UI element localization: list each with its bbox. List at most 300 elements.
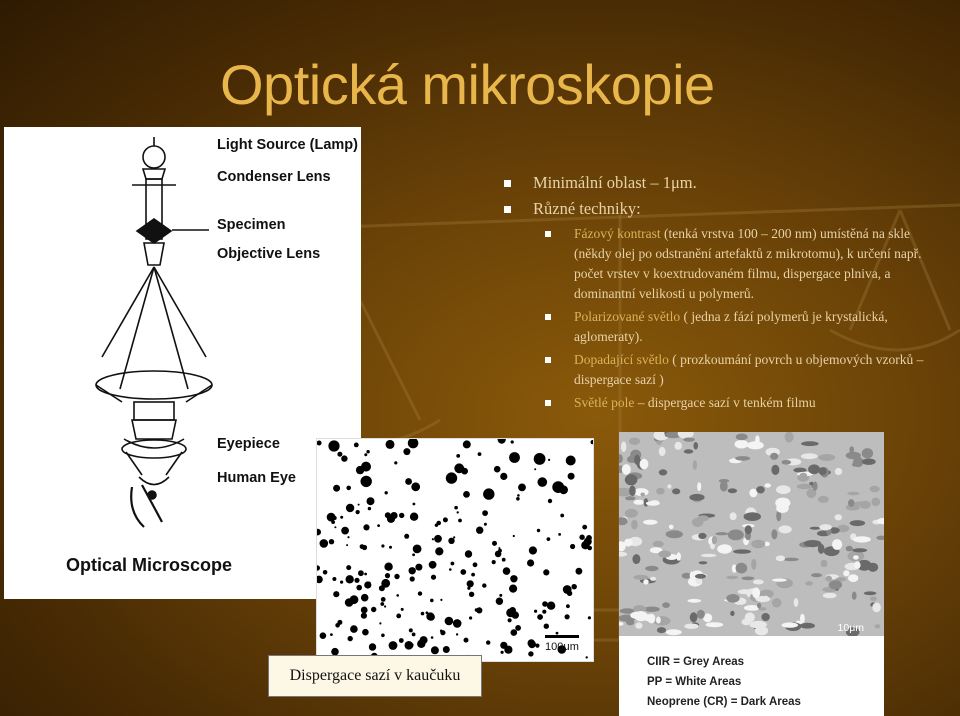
phase-domain-mark [697, 482, 701, 491]
phase-domain-mark [808, 464, 820, 474]
phase-domain-mark [847, 492, 859, 496]
phase-domain-mark [752, 587, 760, 598]
technique-name: Světlé pole [574, 395, 635, 410]
particle-mark [548, 499, 552, 503]
particle-mark [381, 634, 385, 638]
particle-mark [348, 636, 353, 641]
particle-mark [431, 646, 439, 654]
particle-mark [510, 575, 517, 582]
phase-domain-mark [650, 577, 656, 581]
microscope-drawing [4, 127, 361, 599]
phase-domain-mark [870, 596, 877, 601]
phase-domain-mark [643, 579, 648, 584]
phase-domain-mark [782, 460, 792, 465]
phase-domain-mark [653, 616, 670, 625]
phase-domain-mark [629, 438, 640, 445]
phase-domain-mark [843, 570, 849, 576]
phase-domain-mark [747, 441, 764, 449]
particle-mark [516, 497, 520, 501]
particle-mark [410, 513, 418, 521]
phase-domain-mark [621, 442, 626, 453]
phase-domain-mark [782, 622, 799, 627]
phase-domain-mark [735, 440, 749, 449]
phase-domain-mark [635, 622, 642, 628]
particle-mark [411, 644, 413, 646]
particle-mark [317, 576, 323, 584]
particle-mark [494, 466, 501, 473]
phase-domain-mark [632, 554, 640, 564]
phase-domain-mark [785, 432, 794, 443]
phase-domain-mark [666, 629, 682, 635]
phase-domain-mark [697, 515, 709, 521]
phase-domain-mark [630, 612, 645, 620]
particle-mark [409, 567, 416, 574]
phase-domain-mark [634, 575, 649, 580]
phase-domain-mark [771, 465, 779, 475]
particle-mark [358, 570, 364, 576]
particle-mark [330, 633, 333, 636]
particle-mark [445, 617, 454, 626]
particle-mark [543, 569, 549, 575]
particle-mark [361, 462, 371, 472]
particle-mark [377, 524, 380, 527]
phase-domain-mark [761, 613, 769, 621]
phase-domain-mark [684, 624, 698, 629]
phase-domain-mark [864, 591, 877, 595]
phase-domain-mark [717, 544, 732, 553]
technique-description: ( jedna z fází polymerů je krystalická, aglomeraty). [574, 309, 888, 344]
phase-domain-mark [689, 494, 704, 501]
phase-domain-mark [684, 449, 694, 453]
phase-domain-mark [645, 566, 658, 571]
particle-mark [498, 439, 506, 444]
phase-domain-mark [625, 496, 636, 500]
particle-mark [440, 630, 443, 633]
phase-domain-mark [804, 540, 822, 547]
phase-domain-mark [755, 626, 768, 635]
phase-domain-mark [697, 610, 705, 619]
particle-mark [456, 454, 460, 458]
particle-mark [346, 544, 348, 546]
particle-mark [396, 614, 401, 619]
phase-domain-mark [659, 469, 667, 475]
particle-mark [517, 494, 520, 497]
particle-mark [463, 491, 470, 498]
particle-mark [341, 527, 349, 535]
phase-domain-mark [690, 572, 694, 580]
particle-mark [381, 597, 386, 602]
particle-mark [538, 477, 548, 487]
bullet-item [500, 172, 950, 194]
particle-mark [440, 599, 442, 601]
scale-bar-label: 100μm [545, 641, 579, 653]
bullet-text: Různé techniky: [533, 199, 641, 218]
particle-mark [529, 546, 537, 554]
particle-mark [432, 538, 434, 540]
phase-domain-mark [832, 539, 842, 550]
particle-mark [389, 546, 392, 549]
particle-mark [362, 629, 369, 636]
phase-domain-mark [801, 453, 818, 459]
phase-domain-mark [736, 563, 748, 574]
particle-mark [482, 510, 488, 516]
particle-mark [399, 638, 404, 643]
particle-mark [411, 482, 420, 491]
particle-mark [340, 516, 343, 519]
particle-mark [363, 524, 369, 530]
particle-mark [381, 579, 390, 588]
phase-domain-mark [659, 447, 666, 456]
particle-mark [394, 574, 399, 579]
particle-mark [354, 443, 359, 448]
particle-mark [371, 607, 376, 612]
particle-mark [453, 619, 462, 628]
phase-domain-mark [634, 500, 645, 505]
phase-domain-mark [872, 603, 881, 613]
scale-bar-label: 10μm [837, 622, 864, 634]
slide-title: Optická mikroskopie [220, 53, 715, 116]
label-objective-lens: Objective Lens [217, 246, 321, 262]
phase-domain-mark [829, 580, 842, 589]
particle-mark [317, 441, 322, 446]
label-eyepiece: Eyepiece [217, 436, 280, 452]
particle-mark [386, 440, 395, 449]
particle-mark [443, 517, 448, 522]
particle-mark [367, 497, 375, 505]
phase-domain-mark [720, 481, 728, 492]
particle-mark [535, 644, 539, 648]
phase-domain-mark [715, 532, 728, 535]
phase-domain-mark [835, 514, 842, 520]
phase-domain-mark [643, 520, 657, 525]
phase-domain-mark [800, 473, 808, 479]
phase-domain-mark [848, 499, 854, 507]
bullet-item [500, 198, 950, 220]
particle-mark [431, 636, 434, 639]
phase-domain-mark [656, 617, 661, 624]
particle-mark [498, 547, 500, 549]
particle-mark [542, 610, 546, 614]
phase-domain-mark [653, 541, 664, 547]
phase-domain-mark [751, 559, 756, 570]
particle-mark [513, 535, 515, 537]
sub-bullet-item [500, 393, 950, 413]
label-specimen: Specimen [217, 217, 286, 233]
particle-mark [317, 529, 321, 536]
phase-domain-mark [744, 512, 761, 521]
particle-mark [581, 541, 589, 549]
particle-mark [332, 577, 336, 581]
particle-mark [381, 544, 384, 547]
phase-domain-mark [853, 555, 859, 559]
phase-domain-mark [869, 486, 879, 492]
phase-domain-mark [862, 459, 876, 465]
phase-domain-mark [640, 459, 649, 470]
particle-mark [528, 639, 536, 647]
particle-mark [556, 632, 559, 635]
phase-domain-mark [693, 460, 697, 470]
phase-domain-mark [770, 453, 778, 460]
particle-mark [534, 468, 536, 470]
phase-domain-mark [778, 525, 791, 533]
phase-domain-mark [852, 592, 857, 600]
particle-mark [473, 562, 478, 567]
particle-mark [558, 533, 561, 536]
particle-mark [350, 625, 358, 633]
phase-domain-mark [772, 598, 782, 607]
phase-domain-mark [662, 602, 670, 608]
phase-domain-mark [868, 563, 878, 572]
particle-mark [346, 486, 351, 491]
particle-mark [537, 529, 540, 532]
particle-mark [329, 539, 334, 544]
phase-domain-mark [745, 612, 755, 622]
particle-mark [576, 568, 583, 575]
particle-mark [537, 614, 543, 620]
particle-mark [530, 654, 532, 656]
phase-domain-mark [738, 589, 754, 594]
technique-name: Polarizované světlo [574, 309, 681, 324]
particle-mark [501, 651, 504, 654]
particle-mark [496, 598, 503, 605]
phase-domain-mark [818, 454, 835, 461]
particle-mark [515, 625, 521, 631]
phase-domain-mark [794, 598, 799, 607]
particle-mark [364, 453, 367, 456]
phase-domain-mark [706, 622, 724, 627]
particle-mark [508, 618, 512, 622]
particle-mark [410, 576, 415, 581]
particle-mark [385, 573, 390, 578]
particle-mark [340, 581, 343, 584]
particle-mark [476, 607, 482, 613]
diagram-title: Optical Microscope [66, 555, 233, 575]
particle-mark [412, 553, 415, 556]
particle-mark [379, 622, 381, 624]
particle-mark [358, 504, 360, 506]
phase-domain-mark [658, 551, 671, 558]
particle-mark [408, 439, 419, 448]
legend-item: Neoprene (CR) = Dark Areas [647, 696, 801, 708]
phase-domain-mark [853, 536, 871, 542]
phase-domain-mark [619, 622, 624, 626]
phase-domain-mark [669, 525, 674, 530]
phase-domain-mark [695, 574, 706, 579]
label-human-eye: Human Eye [217, 470, 296, 486]
phase-domain-mark [776, 555, 785, 561]
micrograph-image [317, 439, 593, 661]
particle-mark [405, 478, 412, 485]
particle-mark [364, 573, 367, 576]
particle-mark [527, 559, 534, 566]
particle-mark [361, 476, 372, 487]
phase-domain-mark [701, 554, 717, 557]
particle-mark [345, 598, 354, 607]
technique-description: ( prozkoumání povrch u objemových vzorků – dispergace sazí ) [574, 352, 924, 387]
particle-mark [511, 629, 518, 636]
legend-item: CIIR = Grey Areas [647, 656, 745, 668]
particle-mark [506, 608, 515, 617]
bullet-square-icon [545, 400, 551, 406]
particle-mark [484, 523, 487, 526]
particle-mark [449, 568, 452, 571]
phase-domain-mark [619, 552, 627, 557]
phase-domain-mark [818, 496, 829, 503]
bullet-text: Minimální oblast – 1μm. [533, 173, 697, 192]
particle-mark [334, 526, 336, 528]
phase-domain-mark [875, 624, 881, 628]
particle-mark [509, 452, 520, 463]
blend-micrograph [619, 432, 884, 636]
particle-mark [534, 453, 546, 465]
particle-mark [478, 452, 482, 456]
phase-domain-mark [846, 452, 861, 459]
particle-mark [509, 585, 517, 593]
particle-mark [451, 562, 455, 566]
phase-domain-mark [667, 484, 671, 488]
phase-domain-mark [853, 502, 867, 506]
phase-domain-mark [776, 503, 789, 513]
phase-domain-mark [683, 438, 695, 442]
particle-mark [463, 440, 471, 448]
bullet-list [500, 172, 950, 413]
particle-mark [418, 591, 422, 595]
phase-domain-mark [726, 576, 738, 580]
particle-mark [511, 440, 514, 443]
particle-mark [434, 535, 442, 543]
phase-domain-mark [726, 594, 739, 603]
particle-mark [461, 468, 468, 475]
particle-mark [435, 524, 438, 527]
phase-domain-mark [821, 560, 828, 567]
particle-mark [572, 584, 577, 589]
particle-mark [492, 560, 496, 564]
phase-domain-mark [693, 442, 698, 450]
phase-domain-mark [848, 574, 858, 582]
legend-item: PP = White Areas [647, 676, 742, 688]
particle-mark [469, 616, 472, 619]
particle-mark [399, 513, 404, 518]
phase-domain-mark [657, 627, 666, 633]
phase-domain-mark [730, 512, 737, 520]
particle-mark [320, 539, 329, 548]
phase-domain-mark [728, 530, 744, 541]
particle-mark [465, 550, 472, 557]
particle-mark [341, 455, 347, 461]
phase-domain-mark [634, 455, 640, 465]
particle-mark [518, 484, 526, 492]
particle-mark [588, 616, 591, 619]
bullet-square-icon [504, 180, 511, 187]
phase-domain-mark [876, 536, 884, 540]
phase-domain-mark [776, 485, 791, 494]
particle-mark [586, 656, 588, 658]
particle-mark [456, 633, 458, 635]
technique-description: (tenká vrstva 100 – 200 nm) umístěná na skle (někdy olej po odstranění artefaktů z mikrotomu), k určení např. počet vrstev v koextrudovaném filmu, dispergace plniva, a dominantní velikosti u polymerů. [574, 226, 922, 301]
particle-mark [346, 565, 351, 570]
phase-domain-mark [728, 488, 737, 493]
particle-mark [499, 594, 502, 597]
sub-bullet-item [500, 224, 950, 304]
particle-mark [331, 520, 335, 524]
particle-mark [565, 614, 570, 619]
phase-legend [619, 636, 884, 716]
phase-domain-mark [699, 561, 708, 564]
particle-mark [534, 610, 537, 613]
particle-mark [401, 608, 404, 611]
phase-domain-mark [629, 486, 636, 497]
phase-domain-mark [862, 448, 873, 458]
phase-domain-mark [813, 482, 818, 491]
bullet-square-icon [504, 206, 511, 213]
particle-mark [409, 628, 413, 632]
bullet-square-icon [545, 357, 551, 363]
dispersion-micrograph [316, 438, 594, 662]
particle-mark [380, 602, 384, 606]
label-condenser-lens: Condenser Lens [217, 169, 331, 185]
particle-mark [500, 473, 507, 480]
phase-domain-mark [835, 468, 842, 475]
phase-domain-mark [801, 441, 819, 446]
particle-mark [389, 641, 398, 650]
phase-domain-mark [666, 530, 683, 538]
particle-mark [362, 545, 367, 550]
particle-mark [476, 527, 483, 534]
phase-domain-mark [871, 498, 880, 507]
phase-domain-mark [756, 486, 765, 493]
particle-mark [347, 536, 349, 538]
particle-mark [568, 473, 575, 480]
particle-mark [560, 514, 564, 518]
particle-mark [366, 450, 369, 453]
particle-mark [333, 485, 340, 492]
phase-domain-mark [783, 558, 799, 562]
phase-domain-mark [625, 474, 638, 485]
phase-domain-mark [850, 520, 865, 526]
phase-domain-mark [656, 441, 661, 445]
particle-mark [430, 599, 434, 603]
particle-mark [413, 545, 422, 554]
particle-mark [464, 638, 469, 643]
particle-mark [361, 594, 369, 602]
figure-caption: Dispergace sazí v kaučuku [268, 655, 482, 697]
particle-mark [385, 491, 388, 494]
particle-mark [548, 459, 550, 461]
particle-mark [327, 513, 336, 522]
particle-mark [453, 536, 455, 538]
particle-mark [384, 605, 386, 607]
phase-domain-mark [753, 580, 764, 585]
phase-domain-mark [764, 483, 771, 487]
particle-mark [335, 623, 340, 628]
particle-mark [544, 624, 549, 629]
particle-mark [570, 544, 575, 549]
particle-mark [460, 569, 466, 575]
particle-mark [328, 440, 339, 451]
particle-mark [392, 516, 395, 519]
phase-domain-mark [751, 540, 765, 549]
particle-mark [467, 580, 474, 587]
phase-domain-mark [825, 576, 832, 582]
phase-domain-mark [771, 529, 777, 539]
phase-domain-mark [810, 527, 820, 530]
particle-mark [421, 612, 425, 616]
technique-name: Dopadající světlo [574, 352, 669, 367]
phase-domain-mark [800, 614, 805, 624]
particle-mark [368, 507, 371, 510]
phase-domain-mark [712, 536, 717, 545]
phase-domain-mark [619, 454, 623, 463]
